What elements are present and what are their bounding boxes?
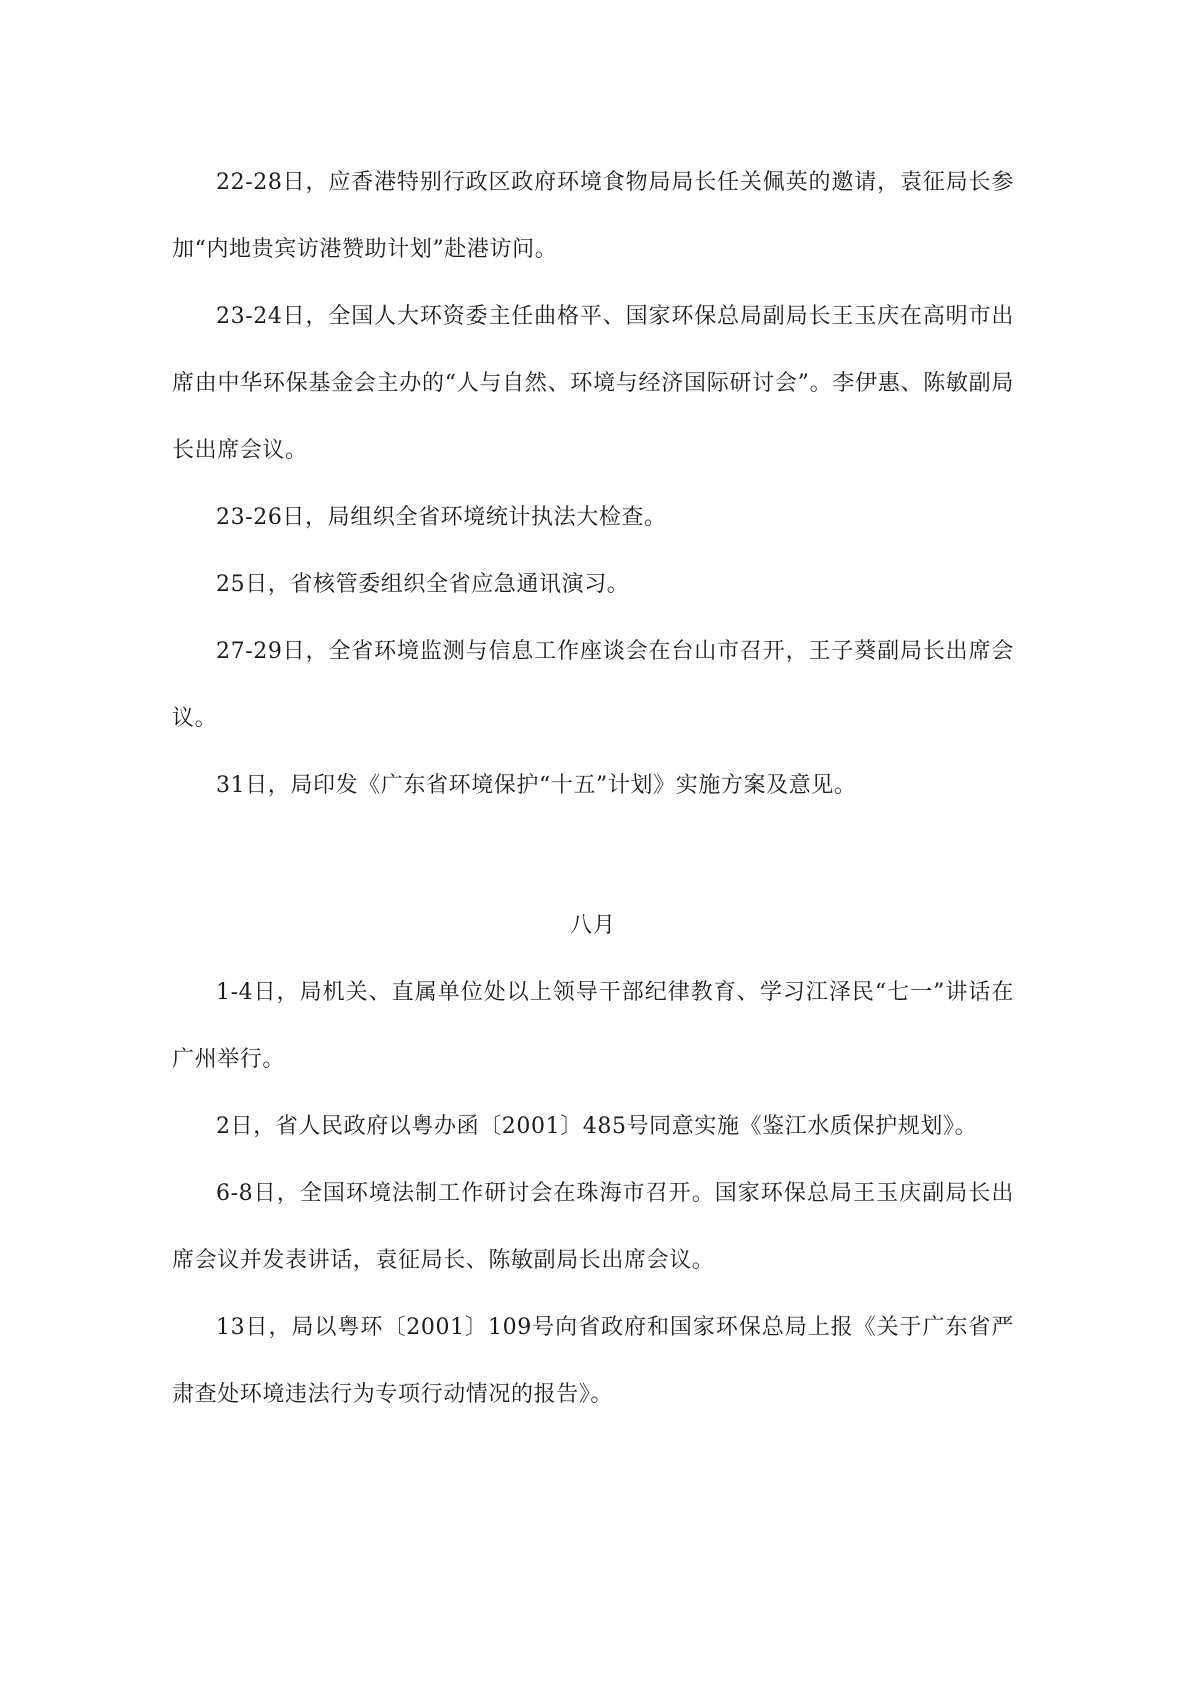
section-spacer	[172, 819, 1014, 892]
july-entry-25: 25日，省核管委组织全省应急通讯演习。	[216, 572, 630, 597]
july-entry-31: 31日，局印发《广东省环境保护“十五”计划》实施方案及意见。	[216, 773, 857, 798]
july-entry-27-29: 27-29日，全省环境监测与信息工作座谈会在台山市召开，王子葵副局长出席会议。	[172, 639, 1014, 731]
july-entry-23-26: 23-26日，局组织全省环境统计执法大检查。	[216, 505, 667, 530]
august-entry-6-8: 6-8日，全国环境法制工作研讨会在珠海市召开。国家环保总局王玉庆副局长出席会议并发表讲话，袁征局长、陈敏副局长出席会议。	[172, 1181, 1014, 1273]
document-body	[172, 149, 1014, 1428]
august-entry-1-4: 1-4日，局机关、直属单位处以上领导干部纪律教育、学习江泽民“七一”讲话在广州举行。	[172, 980, 1014, 1072]
august-entry-2: 2日，省人民政府以粤办函〔2001〕485号同意实施《鉴江水质保护规划》。	[216, 1114, 978, 1139]
july-entry-22-28: 22-28日，应香港特别行政区政府环境食物局局长任关佩英的邀请，袁征局长参加“内地贵宾访港赞助计划”赴港访问。	[172, 170, 1014, 262]
july-entry-23-24: 23-24日，全国人大环资委主任曲格平、国家环保总局副局长王玉庆在高明市出席由中华环保基金会主办的“人与自然、环境与经济国际研讨会”。李伊惠、陈敏副局长出席会议。	[172, 304, 1014, 463]
month-heading-august: 八月	[569, 913, 616, 938]
august-entry-13: 13日，局以粤环〔2001〕109号向省政府和国家环保总局上报《关于广东省严肃查处环境违法行为专项行动情况的报告》。	[172, 1315, 1014, 1407]
